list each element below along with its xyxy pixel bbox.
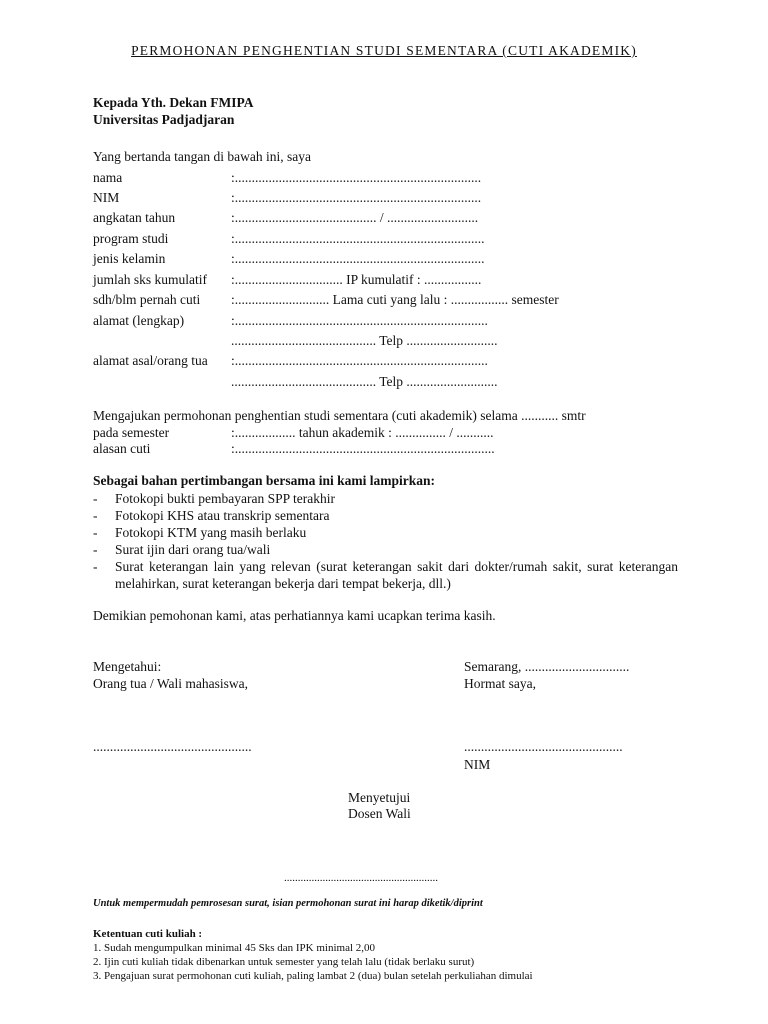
list-item: - Fotokopi KHS atau transkrip sementara [93,508,330,523]
field-value-alamat-telp: ........................................... Telp ........................... [231,333,498,348]
request-text: Mengajukan permohonan penghentian studi sementara (cuti akademik) selama ........... smtr [93,408,586,423]
field-value-alamat-asal: :........................................................................... [231,353,488,368]
attachments-heading: Sebagai bahan pertimbangan bersama ini kami lampirkan: [93,473,436,488]
field-label-program-studi: program studi [93,231,169,246]
field-value-alamat: :........................................................................... [231,313,488,328]
closing-text: Demikian pemohonan kami, atas perhatiannya kami ucapkan terima kasih. [93,608,496,623]
rule-item-1: 1. Sudah mengumpulkan minimal 45 Sks dan IPK minimal 2,00 [93,942,376,954]
intro-text: Yang bertanda tangan di bawah ini, saya [93,149,311,164]
recipient-line-2: Universitas Padjadjaran [93,112,235,127]
field-value-nama: :......................................................................... [231,170,482,185]
sig-left-dots: ............................................... [93,739,252,754]
list-item: - Fotokopi bukti pembayaran SPP terakhir [93,491,335,506]
attachments-list [93,490,678,592]
field-value-sks: :................................ IP kumulatif : ................. [231,272,482,287]
reason-label: alasan cuti [93,441,151,456]
field-value-nim: :......................................................................... [231,190,482,205]
sig-right-dots: ............................................... [464,739,623,754]
sig-left-line-1: Mengetahui: [93,659,162,674]
field-label-pernah-cuti: sdh/blm pernah cuti [93,292,201,307]
list-item: - Fotokopi KTM yang masih berlaku [93,525,307,540]
recipient-line-1: Kepada Yth. Dekan FMIPA [93,95,254,110]
field-label-angkatan: angkatan tahun [93,210,176,225]
list-item: - Surat ijin dari orang tua/wali [93,542,271,557]
document-title: PERMOHONAN PENGHENTIAN STUDI SEMENTARA (CUTI AKADEMIK) [131,43,637,58]
field-label-nim: NIM [93,190,120,205]
field-value-pernah-cuti: :............................ Lama cuti yang lalu : ................. semester [231,292,559,307]
semester-label: pada semester [93,425,170,440]
field-label-alamat: alamat (lengkap) [93,313,185,328]
field-value-angkatan: :.......................................... / ........................... [231,210,479,225]
field-label-sks: jumlah sks kumulatif [93,272,207,287]
sig-right-line-1: Semarang, ............................... [464,659,630,674]
sig-left-line-2: Orang tua / Wali mahasiswa, [93,676,248,691]
field-label-alamat-asal: alamat asal/orang tua [93,353,208,368]
approve-line-2: Dosen Wali [348,806,411,821]
note-text: Untuk mempermudah pemrosesan surat, isian permohonan surat ini harap diketik/diprint [93,898,483,909]
reason-value: :............................................................................. [231,441,495,456]
field-value-jenis-kelamin: :.......................................................................... [231,251,485,266]
field-value-program-studi: :.......................................................................... [231,231,485,246]
sig-nim: NIM [464,757,491,772]
rules-heading: Ketentuan cuti kuliah : [93,928,203,940]
field-value-alamat-asal-telp: ........................................... Telp ........................... [231,374,498,389]
semester-value: :.................. tahun akademik : ............... / ........... [231,425,494,440]
advisor-dots: ........................................................ [284,872,438,884]
field-label-jenis-kelamin: jenis kelamin [93,251,166,266]
list-item: - Surat keterangan lain yang relevan (surat keterangan sakit dari dokter/rumah sakit, surat keterangan melahirkan, surat keterangan bekerja dari tempat bekerja, dll.) [93,559,678,591]
field-label-nama: nama [93,170,123,185]
approve-line-1: Menyetujui [348,790,411,805]
rule-item-2: 2. Ijin cuti kuliah tidak dibenarkan untuk semester yang telah lalu (tidak berlaku surut) [93,956,475,968]
sig-right-line-2: Hormat saya, [464,676,536,691]
rule-item-3: 3. Pengajuan surat permohonan cuti kuliah, paling lambat 2 (dua) bulan setelah perkuliahan dimulai [93,970,533,982]
